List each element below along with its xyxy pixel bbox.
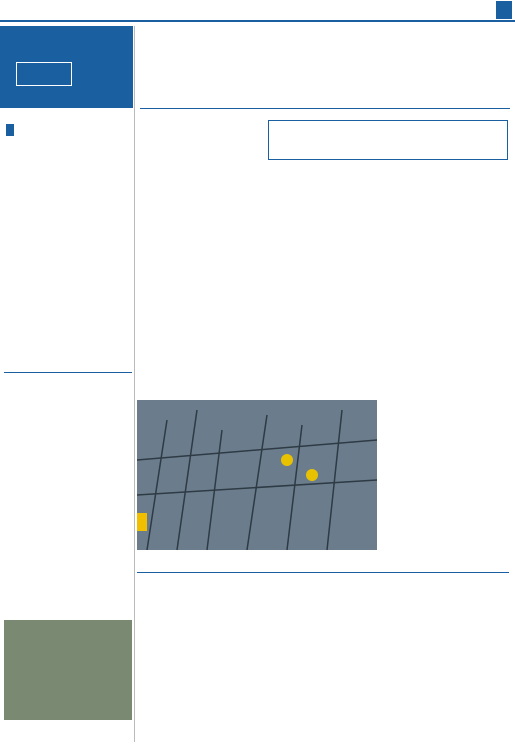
page-header-bar [0,0,515,22]
page-number [496,1,512,19]
main-column-3 [382,166,508,392]
sidebar-photo [4,620,132,720]
main-column-2 [266,166,378,392]
feature-side-text [413,650,509,744]
column-tag [6,124,14,136]
sidebar-story2-text [6,400,132,610]
main-column-1 [140,140,260,392]
summary-text [272,128,504,156]
photo-illustration [137,400,377,550]
feature-column-3 [322,632,410,744]
photo-label [137,513,147,531]
divider [4,372,132,373]
sidebar-story3-text [6,722,132,746]
news-photo [137,400,377,550]
photo-caption [137,553,507,569]
feature-column-1 [140,642,228,744]
headline-rule [140,108,510,109]
supplement-week-label [16,62,72,86]
feature-column-2 [231,632,319,744]
column-story-text [6,180,132,370]
main-column-4 [380,400,508,550]
column-divider [134,26,135,742]
section-rule [137,572,509,573]
